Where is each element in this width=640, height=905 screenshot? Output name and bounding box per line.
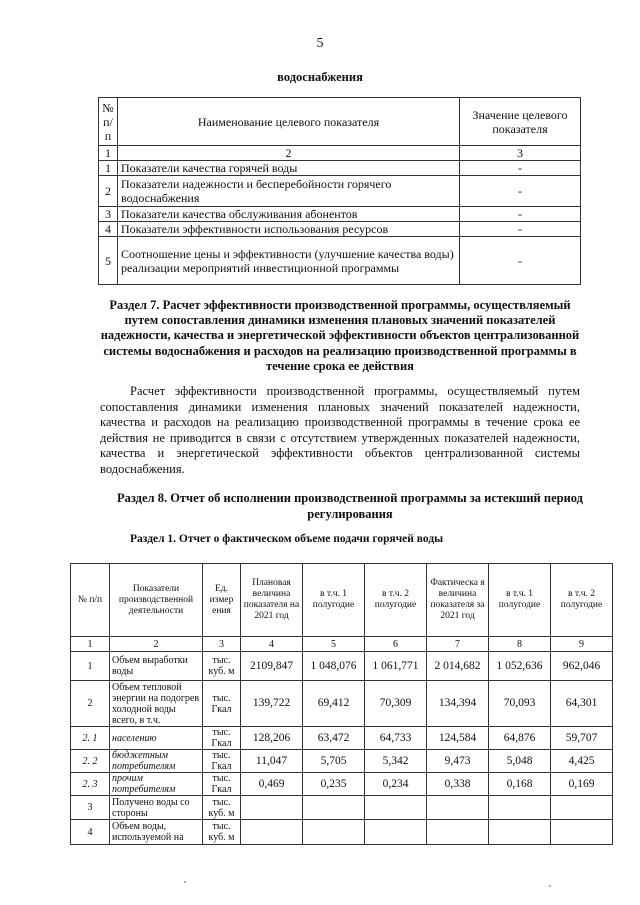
index-cell: 9 <box>551 637 613 652</box>
table-row <box>71 652 613 681</box>
plan-value: 0,469 <box>241 773 303 796</box>
target-indicators-table <box>98 97 581 285</box>
plan-h2-value: 70,309 <box>365 681 427 727</box>
row-number: 4 <box>71 820 110 845</box>
plan-h2-value: 0,234 <box>365 773 427 796</box>
fact-h2-value: 4,425 <box>551 750 613 773</box>
row-number: 2 <box>71 681 110 727</box>
subsection-1-title: Раздел 1. Отчет о фактическом объеме подачи горячей воды <box>130 533 444 545</box>
indicator-name: Показатели качества горячей воды <box>118 161 460 176</box>
index-cell: 7 <box>427 637 489 652</box>
table-row <box>71 727 613 750</box>
row-number: 2. 3 <box>71 773 110 796</box>
plan-value: 11,047 <box>241 750 303 773</box>
indicator-value: - <box>460 161 581 176</box>
fact-h2-value <box>551 796 613 820</box>
plan-h2-value: 64,733 <box>365 727 427 750</box>
continued-heading: водоснабжения <box>277 70 363 84</box>
index-row <box>99 146 581 161</box>
row-number: 4 <box>99 222 118 237</box>
unit: тыс. Гкал <box>203 681 241 727</box>
section-7-title: Раздел 7. Расчет эффективности производственной программы, осуществляемый путем сопоставления динамики изменения плановых значений показателей надежности, качества и энергетической эффективности объектов централизованной системы водоснабжения и расходов на реализацию производственной программы в течение срока ее действия <box>100 298 580 373</box>
table-row <box>71 681 613 727</box>
plan-value: 128,206 <box>241 727 303 750</box>
header-fact: Фактическа я величина показателя за 2021 год <box>427 564 489 637</box>
indicator-name: Соотношение цены и эффективности (улучшение качества воды) реализации мероприятий инвестиционной программы <box>118 237 460 285</box>
scan-speck <box>184 881 186 883</box>
fact-value: 2 014,682 <box>427 652 489 681</box>
indicator-value: - <box>460 207 581 222</box>
plan-value: 139,722 <box>241 681 303 727</box>
fact-h1-value: 1 052,636 <box>489 652 551 681</box>
row-number: 2. 2 <box>71 750 110 773</box>
plan-h1-value: 0,235 <box>303 773 365 796</box>
section-7-paragraph-text: Расчет эффективности производственной программы, осуществляемый путем сопоставления динамики изменения плановых значений показателей надежности, качества и расходов на реализацию производственной программы в течение срока ее действия не приводится в связи с отсутствием утвержденных показателей надежности, качества и энергетической эффективности объектов централизованной системы водоснабжения. <box>100 384 580 476</box>
table-row <box>71 773 613 796</box>
indicator-name: бюджетным потребителям <box>110 750 203 773</box>
row-number: 1 <box>71 652 110 681</box>
index-cell: 2 <box>110 637 203 652</box>
page-number: 5 <box>316 36 324 51</box>
unit: тыс. Гкал <box>203 750 241 773</box>
fact-value: 134,394 <box>427 681 489 727</box>
fact-h1-value <box>489 796 551 820</box>
fact-h2-value: 0,169 <box>551 773 613 796</box>
plan-h1-value: 69,412 <box>303 681 365 727</box>
section-7-paragraph <box>100 384 580 477</box>
indicator-value: - <box>460 222 581 237</box>
header-plan: Плановая величина показателя на 2021 год <box>241 564 303 637</box>
plan-h2-value: 5,342 <box>365 750 427 773</box>
table-row <box>71 820 613 845</box>
unit: тыс. Гкал <box>203 727 241 750</box>
fact-h1-value <box>489 820 551 845</box>
header-number: № п/ п <box>99 98 118 146</box>
table-row <box>99 237 581 285</box>
fact-h1-value: 70,093 <box>489 681 551 727</box>
table-row <box>71 796 613 820</box>
indicator-name: Показатели качества обслуживания абонентов <box>118 207 460 222</box>
header-number: № п/п <box>71 564 110 637</box>
indicator-value: - <box>460 237 581 285</box>
index-cell: 5 <box>303 637 365 652</box>
table-row <box>99 176 581 207</box>
index-row <box>71 637 613 652</box>
fact-value <box>427 796 489 820</box>
unit: тыс. куб. м <box>203 796 241 820</box>
fact-h1-value: 64,876 <box>489 727 551 750</box>
table-row <box>99 161 581 176</box>
row-number: 1 <box>99 161 118 176</box>
fact-h2-value: 64,301 <box>551 681 613 727</box>
section-8-title: Раздел 8. Отчет об исполнении производственной программы за истекший период регулирования <box>117 491 583 521</box>
row-number: 2. 1 <box>71 727 110 750</box>
row-number: 5 <box>99 237 118 285</box>
unit: тыс. Гкал <box>203 773 241 796</box>
index-cell: 8 <box>489 637 551 652</box>
fact-h2-value: 59,707 <box>551 727 613 750</box>
unit: тыс. куб. м <box>203 820 241 845</box>
plan-h1-value: 5,705 <box>303 750 365 773</box>
index-cell: 3 <box>460 146 581 161</box>
table-row <box>99 207 581 222</box>
fact-value: 9,473 <box>427 750 489 773</box>
header-plan-h1: в т.ч. 1 полугодие <box>303 564 365 637</box>
fact-h2-value: 962,046 <box>551 652 613 681</box>
indicator-name: Объем выработки воды <box>110 652 203 681</box>
plan-value <box>241 820 303 845</box>
plan-h2-value <box>365 820 427 845</box>
index-cell: 2 <box>118 146 460 161</box>
header-indicator: Показатели производственной деятельности <box>110 564 203 637</box>
fact-h1-value: 0,168 <box>489 773 551 796</box>
row-number: 2 <box>99 176 118 207</box>
plan-value: 2109,847 <box>241 652 303 681</box>
fact-value: 0,338 <box>427 773 489 796</box>
plan-h1-value <box>303 796 365 820</box>
hot-water-report-table <box>70 563 613 845</box>
plan-h2-value <box>365 796 427 820</box>
index-cell: 6 <box>365 637 427 652</box>
plan-value <box>241 796 303 820</box>
index-cell: 1 <box>71 637 110 652</box>
fact-value <box>427 820 489 845</box>
row-number: 3 <box>71 796 110 820</box>
table-header-row <box>99 98 581 146</box>
plan-h1-value: 1 048,076 <box>303 652 365 681</box>
indicator-name: Объем воды, используемой на <box>110 820 203 845</box>
index-cell: 3 <box>203 637 241 652</box>
scan-speck <box>549 885 551 887</box>
fact-value: 124,584 <box>427 727 489 750</box>
plan-h2-value: 1 061,771 <box>365 652 427 681</box>
unit: тыс. куб. м <box>203 652 241 681</box>
fact-h2-value <box>551 820 613 845</box>
header-plan-h2: в т.ч. 2 полугодие <box>365 564 427 637</box>
index-cell: 4 <box>241 637 303 652</box>
table-row <box>99 222 581 237</box>
indicator-value: - <box>460 176 581 207</box>
row-number: 3 <box>99 207 118 222</box>
indicator-name: Показатели надежности и бесперебойности горячего водоснабжения <box>118 176 460 207</box>
header-indicator-value: Значение целевого показателя <box>460 98 581 146</box>
header-fact-h2: в т.ч. 2 полугодие <box>551 564 613 637</box>
plan-h1-value <box>303 820 365 845</box>
table-row <box>71 750 613 773</box>
header-indicator-name: Наименование целевого показателя <box>118 98 460 146</box>
index-cell: 1 <box>99 146 118 161</box>
header-fact-h1: в т.ч. 1 полугодие <box>489 564 551 637</box>
plan-h1-value: 63,472 <box>303 727 365 750</box>
indicator-name: Объем тепловой энергии на подогрев холодной воды всего, в т.ч. <box>110 681 203 727</box>
indicator-name: прочим потребителям <box>110 773 203 796</box>
table-header-row <box>71 564 613 637</box>
indicator-name: Получено воды со стороны <box>110 796 203 820</box>
header-unit: Ед. измер ения <box>203 564 241 637</box>
indicator-name: Показатели эффективности использования ресурсов <box>118 222 460 237</box>
indicator-name: населению <box>110 727 203 750</box>
fact-h1-value: 5,048 <box>489 750 551 773</box>
